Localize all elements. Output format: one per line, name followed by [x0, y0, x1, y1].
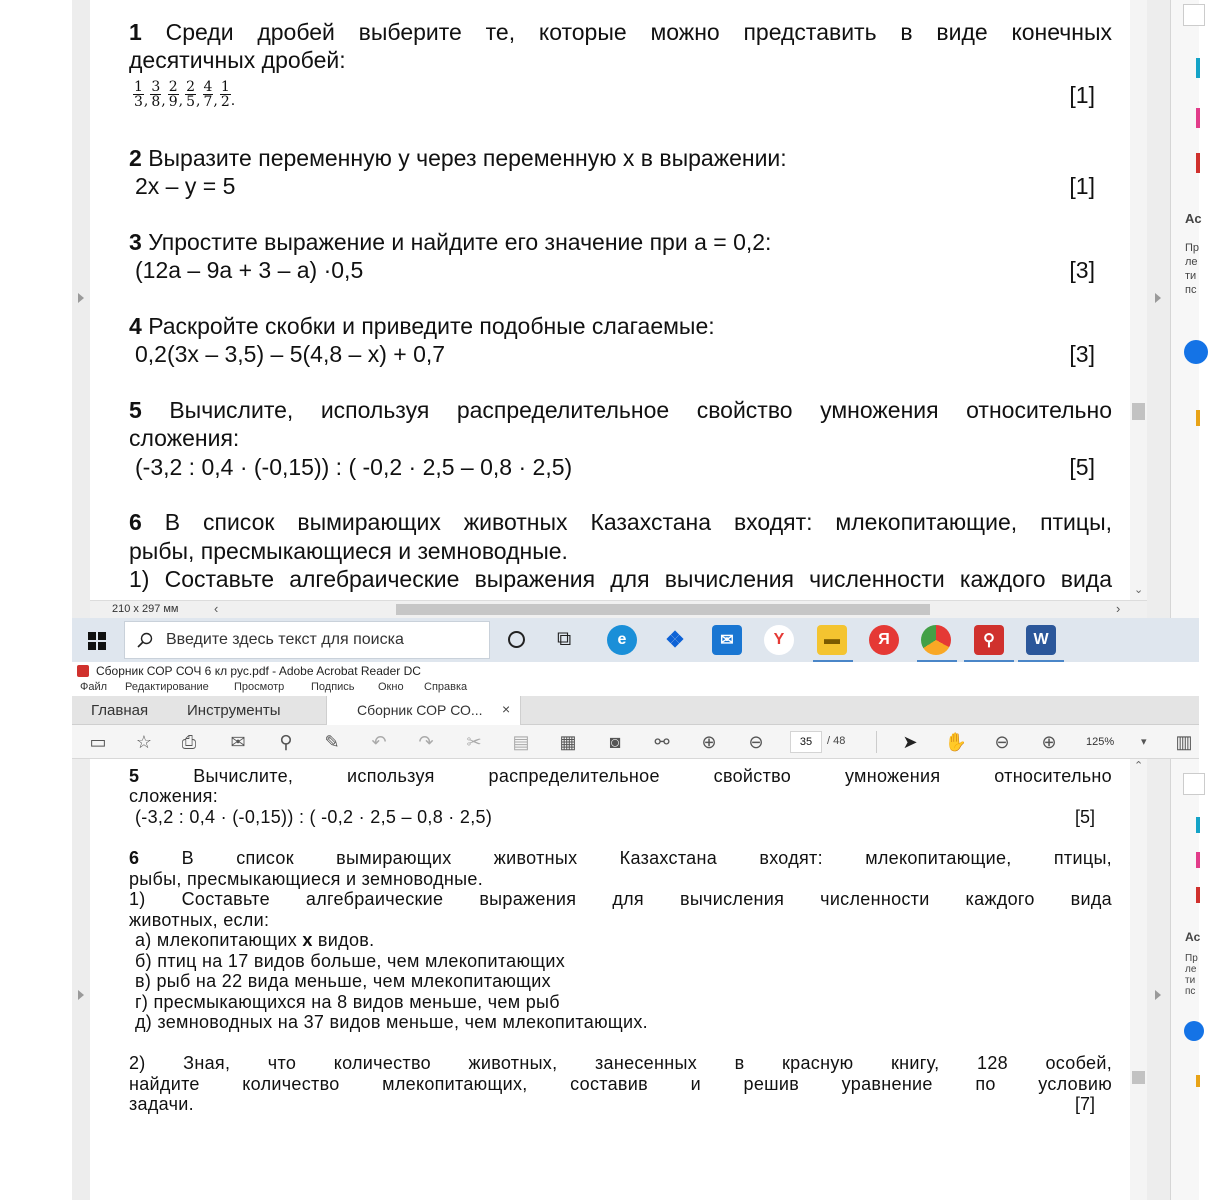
tab-close-icon[interactable]: × — [502, 701, 511, 717]
tool-chip-pink-lower[interactable] — [1196, 852, 1200, 868]
q2-expression: 2х – у = 5 — [135, 173, 236, 199]
expand-left-panel-lower-icon[interactable] — [78, 990, 84, 1000]
q4-expression: 0,2(3х – 3,5) – 5(4,8 – х) + 0,7 — [135, 341, 446, 367]
q4-mark: [3] — [1069, 341, 1095, 367]
fraction-6 — [220, 80, 231, 109]
panel-search-box-lower[interactable] — [1183, 773, 1205, 795]
main-toolbar — [72, 725, 1199, 759]
fraction-numerator: 1 — [220, 79, 230, 95]
panel-line-1: Пр — [1185, 242, 1200, 254]
fraction-denominator: 3 — [134, 94, 143, 110]
document-page-lower — [90, 759, 1130, 1200]
fraction-numerator: 3 — [151, 79, 161, 95]
tool-chip-yellow[interactable] — [1196, 410, 1200, 426]
redo-icon[interactable]: ↷ — [418, 731, 434, 752]
email-icon[interactable]: ✉ — [230, 731, 246, 752]
document-page-upper — [90, 0, 1130, 600]
q6-text: В список вымирающих животных Казахстана входят: млекопитающие, птицы, — [164, 509, 1112, 535]
menu-window[interactable]: Окно — [378, 681, 404, 693]
left-margin — [0, 0, 72, 618]
select-cursor-icon[interactable]: ➤ — [902, 731, 918, 752]
word-icon[interactable]: W — [1026, 625, 1056, 655]
hscroll-left-icon[interactable]: ‹ — [214, 601, 219, 616]
b-q5-mark: [5] — [1074, 807, 1095, 827]
fraction-4 — [185, 80, 196, 109]
tool-chip-teal[interactable] — [1196, 58, 1200, 78]
q2-number: 2 — [129, 145, 142, 171]
search-icon — [137, 632, 153, 648]
q1-line2: десятичных дробей: — [129, 47, 346, 73]
b-q6-item-v: в) рыб на 22 вида меньше, чем млекопитающих — [135, 971, 551, 991]
q1-mark: [1] — [1069, 82, 1095, 108]
tool-chip-teal-lower[interactable] — [1196, 817, 1200, 833]
save-icon[interactable]: ▭ — [89, 731, 107, 752]
fraction-numerator: 2 — [168, 79, 178, 95]
q5-line2: сложения: — [129, 425, 240, 451]
fraction-separator: , — [161, 93, 166, 109]
q2-line — [129, 144, 1112, 172]
window-titlebar — [72, 662, 1199, 680]
b-q6-part2-line3: задачи. — [129, 1094, 194, 1114]
q1-number: 1 — [129, 19, 142, 45]
panel-action-button-lower[interactable] — [1184, 1021, 1204, 1041]
b-q6-number: 6 — [129, 848, 140, 868]
panel-action-button[interactable] — [1184, 340, 1208, 364]
menu-bar — [72, 680, 1199, 696]
yandex-browser-icon[interactable]: Y — [764, 625, 794, 655]
panel-line-2: ле — [1185, 256, 1198, 268]
search-placeholder: Введите здесь текст для поиска — [166, 631, 404, 648]
q6-line3: 1) Составьте алгебраические выражения для вычисления численности каждого вида — [129, 566, 1112, 592]
file-explorer-icon[interactable]: ▬ — [817, 625, 847, 655]
scroll-thumb-lower[interactable] — [1132, 1071, 1145, 1084]
bookmark-star-icon[interactable]: ☆ — [135, 731, 153, 752]
tab-document[interactable] — [326, 696, 521, 725]
q3-line — [129, 228, 1112, 256]
b-q6-line4: животных, если: — [129, 910, 270, 930]
task-view-icon[interactable]: ⧉ — [557, 628, 572, 650]
fraction-numerator: 2 — [186, 79, 196, 95]
expand-right-panel-lower-icon[interactable] — [1155, 990, 1161, 1000]
b-q6-mark: [7] — [1074, 1094, 1095, 1114]
q4-line — [129, 312, 1112, 340]
q5-expression: (-3,2 : 0,4 · (-0,15)) : ( -0,2 · 2,5 – 0,8 · 2,5) — [135, 454, 573, 480]
tool-chip-pink[interactable] — [1196, 108, 1200, 128]
tab-home[interactable]: Главная — [91, 702, 149, 719]
q2-mark: [1] — [1069, 173, 1095, 199]
q3-expression: (12а – 9а + 3 – а) ·0,5 — [135, 257, 364, 283]
scroll-thumb-upper[interactable] — [1132, 403, 1145, 420]
tab-bar — [72, 696, 1199, 725]
yandex-icon[interactable]: Я — [869, 625, 899, 655]
fraction-1 — [133, 80, 144, 109]
fraction-separator: , — [196, 93, 201, 109]
acrobat-app-icon — [77, 665, 89, 677]
scroll-up-icon[interactable]: ⌃ — [1134, 760, 1144, 772]
edge-icon[interactable]: e — [607, 625, 637, 655]
status-bar-upper — [90, 600, 1147, 618]
q3-mark: [3] — [1069, 257, 1095, 283]
menu-edit[interactable]: Редактирование — [125, 681, 209, 693]
windows-taskbar — [72, 618, 1199, 662]
b-q6-part2-line2: найдите количество млекопитающих, составив и решив уравнение по условию — [129, 1074, 1112, 1094]
q1-line1 — [129, 18, 1112, 46]
fraction-2 — [150, 80, 161, 109]
b-q6-item-g: г) пресмыкающихся на 8 видов меньше, чем рыб — [135, 992, 560, 1012]
b-q5-text: Вычислите, используя распределительное свойство умножения относительно — [193, 766, 1112, 786]
q5-number: 5 — [129, 397, 142, 423]
panel-line-3: ти — [1185, 270, 1197, 282]
q3-text: Упростите выражение и найдите его значение при а = 0,2: — [148, 229, 772, 255]
q5-mark: [5] — [1069, 454, 1095, 480]
q6-number: 6 — [129, 509, 142, 535]
page-number-input[interactable]: 35 — [790, 731, 822, 753]
right-tools-panel-lower — [1170, 759, 1199, 1200]
item-a-suffix: видов. — [312, 930, 375, 950]
paste-icon[interactable]: ▦ — [559, 731, 577, 752]
fraction-3 — [168, 80, 179, 109]
panel-line-2-lower: ле — [1185, 964, 1197, 975]
vertical-scrollbar-upper[interactable] — [1130, 0, 1147, 600]
chevron-down-icon: ▾ — [1141, 736, 1147, 748]
zoom-select[interactable] — [1086, 731, 1150, 753]
b-q6-item-d: д) земноводных на 37 видов меньше, чем млекопитающих. — [135, 1012, 648, 1032]
b-q6-item-a — [135, 930, 1118, 951]
fraction-separator: , — [213, 93, 218, 109]
q1-text: Среди дробей выберите те, которые можно представить в виде конечных — [165, 19, 1112, 45]
tab-document-label: Сборник СОР СО... — [357, 702, 483, 718]
q5-line1 — [129, 396, 1112, 424]
fraction-denominator: 5 — [186, 94, 196, 110]
panel-heading: Ac — [1185, 211, 1202, 226]
fraction-numerator: 1 — [134, 79, 143, 95]
page-up-icon[interactable]: ⊕ — [701, 731, 717, 752]
acrobat-taskbar-icon[interactable]: ⚲ — [974, 625, 1004, 655]
q5-text: Вычислите, используя распределительное свойство умножения относительно — [169, 397, 1112, 423]
q6-line1 — [129, 508, 1112, 536]
menu-help[interactable]: Справка — [424, 681, 468, 693]
left-margin-lower — [0, 662, 72, 1200]
left-nav-strip[interactable] — [72, 0, 90, 618]
q4-number: 4 — [129, 313, 142, 339]
zoom-in-icon[interactable]: ⊕ — [1041, 731, 1057, 752]
fraction-separator: , — [178, 93, 184, 109]
tool-chip-red-lower[interactable] — [1196, 887, 1200, 903]
panel-search-box[interactable] — [1183, 4, 1205, 26]
fraction-denominator: 9 — [168, 94, 178, 110]
toolbar-divider — [876, 731, 877, 753]
zoom-search-icon[interactable]: ⚲ — [279, 731, 293, 752]
panel-line-4: пс — [1185, 284, 1197, 296]
q4-text: Раскройте скобки и приведите подобные слагаемые: — [148, 313, 715, 339]
fraction-denominator: 2 — [220, 94, 230, 110]
window-title: Сборник СОР СОЧ 6 кл рус.pdf - Adobe Acrobat Reader DC — [96, 664, 421, 678]
menu-sign[interactable]: Подпись — [311, 681, 355, 693]
panel-line-4-lower: пс — [1185, 986, 1196, 997]
mail-icon[interactable]: ✉ — [712, 625, 742, 655]
tool-chip-red[interactable] — [1196, 153, 1200, 173]
b-q6-item-b: б) птиц на 17 видов больше, чем млекопитающих — [135, 951, 566, 971]
b-q6-part2-line1: 2) Зная, что количество животных, занесенных в красную книгу, 128 особей, — [129, 1053, 1112, 1073]
sign-document-icon[interactable]: ✎ — [324, 731, 340, 752]
find-icon[interactable]: ⚯ — [654, 731, 670, 752]
page-display-icon[interactable]: ▥ — [1175, 731, 1193, 752]
page-total-label: / 48 — [827, 735, 846, 747]
menu-file[interactable]: Файл — [80, 681, 108, 693]
fraction-denominator: 8 — [151, 94, 161, 110]
print-icon[interactable]: ⎙ — [181, 731, 197, 752]
page-down-icon[interactable]: ⊖ — [748, 731, 764, 752]
zoom-value: 125% — [1086, 736, 1115, 748]
fraction-denominator: 7 — [203, 94, 213, 110]
panel-line-1-lower: Пр — [1185, 953, 1198, 964]
fraction-5 — [203, 80, 214, 109]
right-nav-strip-lower[interactable] — [1147, 759, 1170, 1200]
q6-line2: рыбы, пресмыкающиеся и земноводные. — [129, 538, 568, 564]
taskbar-search-box[interactable] — [124, 621, 490, 659]
windows-logo-icon — [88, 632, 106, 650]
zoom-out-icon[interactable]: ⊖ — [994, 731, 1010, 752]
b-q5-number: 5 — [129, 766, 140, 786]
panel-heading-lower: Ac — [1185, 930, 1201, 944]
cut-icon[interactable]: ✂ — [466, 731, 482, 752]
tool-chip-yellow-lower[interactable] — [1196, 1075, 1200, 1087]
hscroll-right-icon[interactable]: › — [1116, 601, 1121, 616]
q2-text: Выразите переменную у через переменную х в выражении: — [148, 145, 787, 171]
b-q6-line1 — [129, 848, 1112, 869]
vertical-scrollbar-lower[interactable] — [1130, 759, 1147, 1200]
fraction-separator: . — [230, 93, 236, 109]
dropbox-icon[interactable]: ❖ — [665, 627, 685, 652]
q3-number: 3 — [129, 229, 142, 255]
fraction-numerator: 4 — [203, 79, 213, 95]
undo-icon[interactable]: ↶ — [371, 731, 387, 752]
start-button[interactable] — [72, 618, 122, 662]
expand-left-panel-icon[interactable] — [78, 293, 84, 303]
b-q6-line2: рыбы, пресмыкающиеся и земноводные. — [129, 869, 483, 889]
b-q6-text: В список вымирающих животных Казахстана входят: млекопитающие, птицы, — [181, 848, 1112, 868]
b-q5-line1 — [129, 766, 1112, 787]
b-q5-expression: (-3,2 : 0,4 · (-0,15)) : ( -0,2 · 2,5 – 0,8 · 2,5) — [135, 807, 493, 827]
b-q5-line2: сложения: — [129, 786, 219, 806]
right-tools-panel-upper — [1170, 0, 1202, 618]
snapshot-icon[interactable]: ◙ — [609, 731, 621, 752]
item-a-text: а) млекопитающих — [135, 930, 303, 950]
right-nav-strip[interactable] — [1147, 0, 1170, 618]
panel-line-3-lower: ти — [1185, 975, 1196, 986]
fraction-list — [133, 75, 237, 109]
chrome-icon[interactable] — [921, 625, 951, 655]
hscroll-thumb[interactable] — [396, 604, 930, 615]
page-size-label: 210 x 297 мм — [112, 603, 179, 615]
copy-icon[interactable]: ▤ — [512, 731, 530, 752]
b-q6-line3: 1) Составьте алгебраические выражения для вычисления численности каждого вида — [129, 889, 1112, 909]
cortana-icon[interactable] — [508, 631, 525, 648]
scroll-down-icon[interactable]: ⌄ — [1134, 584, 1144, 596]
fraction-separator: , — [143, 93, 149, 109]
left-nav-strip-lower[interactable] — [72, 759, 90, 1200]
item-a-variable: х — [302, 930, 313, 950]
hand-tool-icon[interactable]: ✋ — [944, 731, 968, 752]
expand-right-panel-icon[interactable] — [1155, 293, 1161, 303]
menu-view[interactable]: Просмотр — [234, 681, 285, 693]
tab-tools[interactable]: Инструменты — [187, 702, 281, 719]
